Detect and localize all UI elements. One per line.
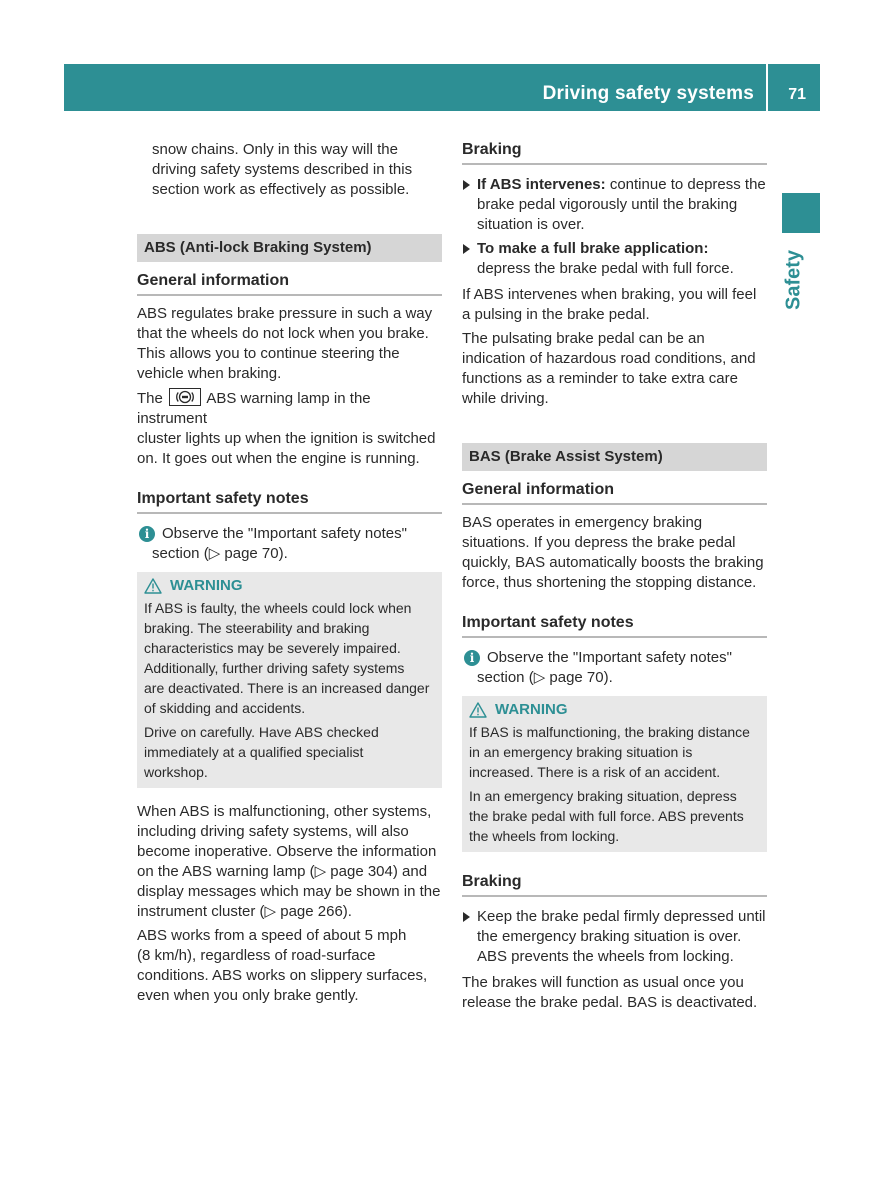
side-tab-label: Safety (782, 249, 805, 311)
side-tab-block (782, 193, 820, 233)
warning-paragraph: In an emergency braking situation, depress the brake pedal with full force. ABS prevents the wheels from locking. (469, 788, 744, 844)
abs-warning-lamp-icon (169, 388, 201, 406)
chapter-title: Driving safety systems (542, 83, 754, 104)
header-bar (64, 64, 820, 111)
abs-speed-text: ABS works from a speed of about 5 mph (8 km/h), regardless of road-surface conditions. ABS works on slippery surfaces, even when you only brake gently. (137, 927, 428, 1004)
triangle-bullet-icon (463, 244, 470, 254)
bas-general-info-text: BAS operates in emergency braking situations. If you depress the brake pedal quickly, BAS automatically boosts the braking force, thus shortening the stopping distance. (462, 514, 764, 591)
important-safety-notes-heading: Important safety notes (462, 613, 767, 638)
info-note: i Observe the "Important safety notes" section (▷ page 70). (462, 648, 767, 688)
list-item: If ABS intervenes: continue to depress the brake pedal vigorously until the braking situation is over. (462, 175, 767, 235)
right-column (462, 140, 767, 1017)
warning-triangle-icon (469, 702, 487, 718)
bas-warning-box (462, 696, 767, 852)
abs-malfunction-text: When ABS is malfunctioning, other systems, including driving safety systems, will also become inoperative. Observe the information on the ABS warning lamp (▷ page 304) and display messages which may be shown in the instrument cluster (▷ page 266). (137, 803, 441, 920)
info-icon: i (139, 526, 155, 542)
general-info-heading: General information (462, 480, 767, 505)
abs-section-title: ABS (Anti-lock Braking System) (137, 234, 442, 262)
braking-heading: Braking (462, 872, 767, 897)
important-safety-notes-heading: Important safety notes (137, 489, 442, 514)
abs-intervene-text: If ABS intervenes when braking, you will feel a pulsing in the brake pedal. (462, 286, 757, 323)
braking-heading: Braking (462, 140, 767, 165)
triangle-bullet-icon (463, 180, 470, 190)
bas-section-title: BAS (Brake Assist System) (462, 443, 767, 471)
header-divider (766, 64, 768, 111)
warning-paragraph: If ABS is faulty, the wheels could lock when braking. The steerability and braking characteristics may be severely impaired. Additionally, further driving safety systems are deactivated. There is an increased danger of skidding and accidents. (144, 600, 430, 716)
pulsating-pedal-text: The pulsating brake pedal can be an indication of hazardous road conditions, and functions as a reminder to take extra care while driving. (462, 330, 756, 407)
warning-triangle-icon (144, 578, 162, 594)
side-tab (770, 245, 818, 315)
warning-paragraph: If BAS is malfunctioning, the braking distance in an emergency braking situation is increased. There is a risk of an accident. (469, 724, 750, 780)
warning-heading: WARNING (469, 700, 760, 720)
abs-general-info-text: ABS regulates brake pressure in such a way that the wheels do not lock when you brake. This allows you to continue steering the vehicle when braking. (137, 305, 433, 382)
info-icon: i (464, 650, 480, 666)
bas-closing-text: The brakes will function as usual once you release the brake pedal. BAS is deactivated. (462, 974, 758, 1011)
page-number: 71 (788, 86, 806, 103)
abs-lamp-text: The ABS warning lamp in the instrument cluster lights up when the ignition is switched on. It goes out when the engine is running. (137, 390, 436, 467)
list-item: To make a full brake application: depress the brake pedal with full force. (462, 239, 767, 279)
triangle-bullet-icon (463, 912, 470, 922)
intro-paragraph: snow chains. Only in this way will the driving safety systems described in this section work as effectively as possible. (152, 141, 413, 198)
info-note: i Observe the "Important safety notes" section (▷ page 70). (137, 524, 442, 564)
list-item: Keep the brake pedal firmly depressed until the emergency braking situation is over. ABS prevents the wheels from locking. (462, 907, 767, 967)
abs-warning-box (137, 572, 442, 788)
warning-heading: WARNING (144, 576, 435, 596)
warning-paragraph: Drive on carefully. Have ABS checked immediately at a qualified specialist workshop. (144, 724, 379, 780)
left-column (137, 140, 442, 1010)
general-info-heading: General information (137, 271, 442, 296)
